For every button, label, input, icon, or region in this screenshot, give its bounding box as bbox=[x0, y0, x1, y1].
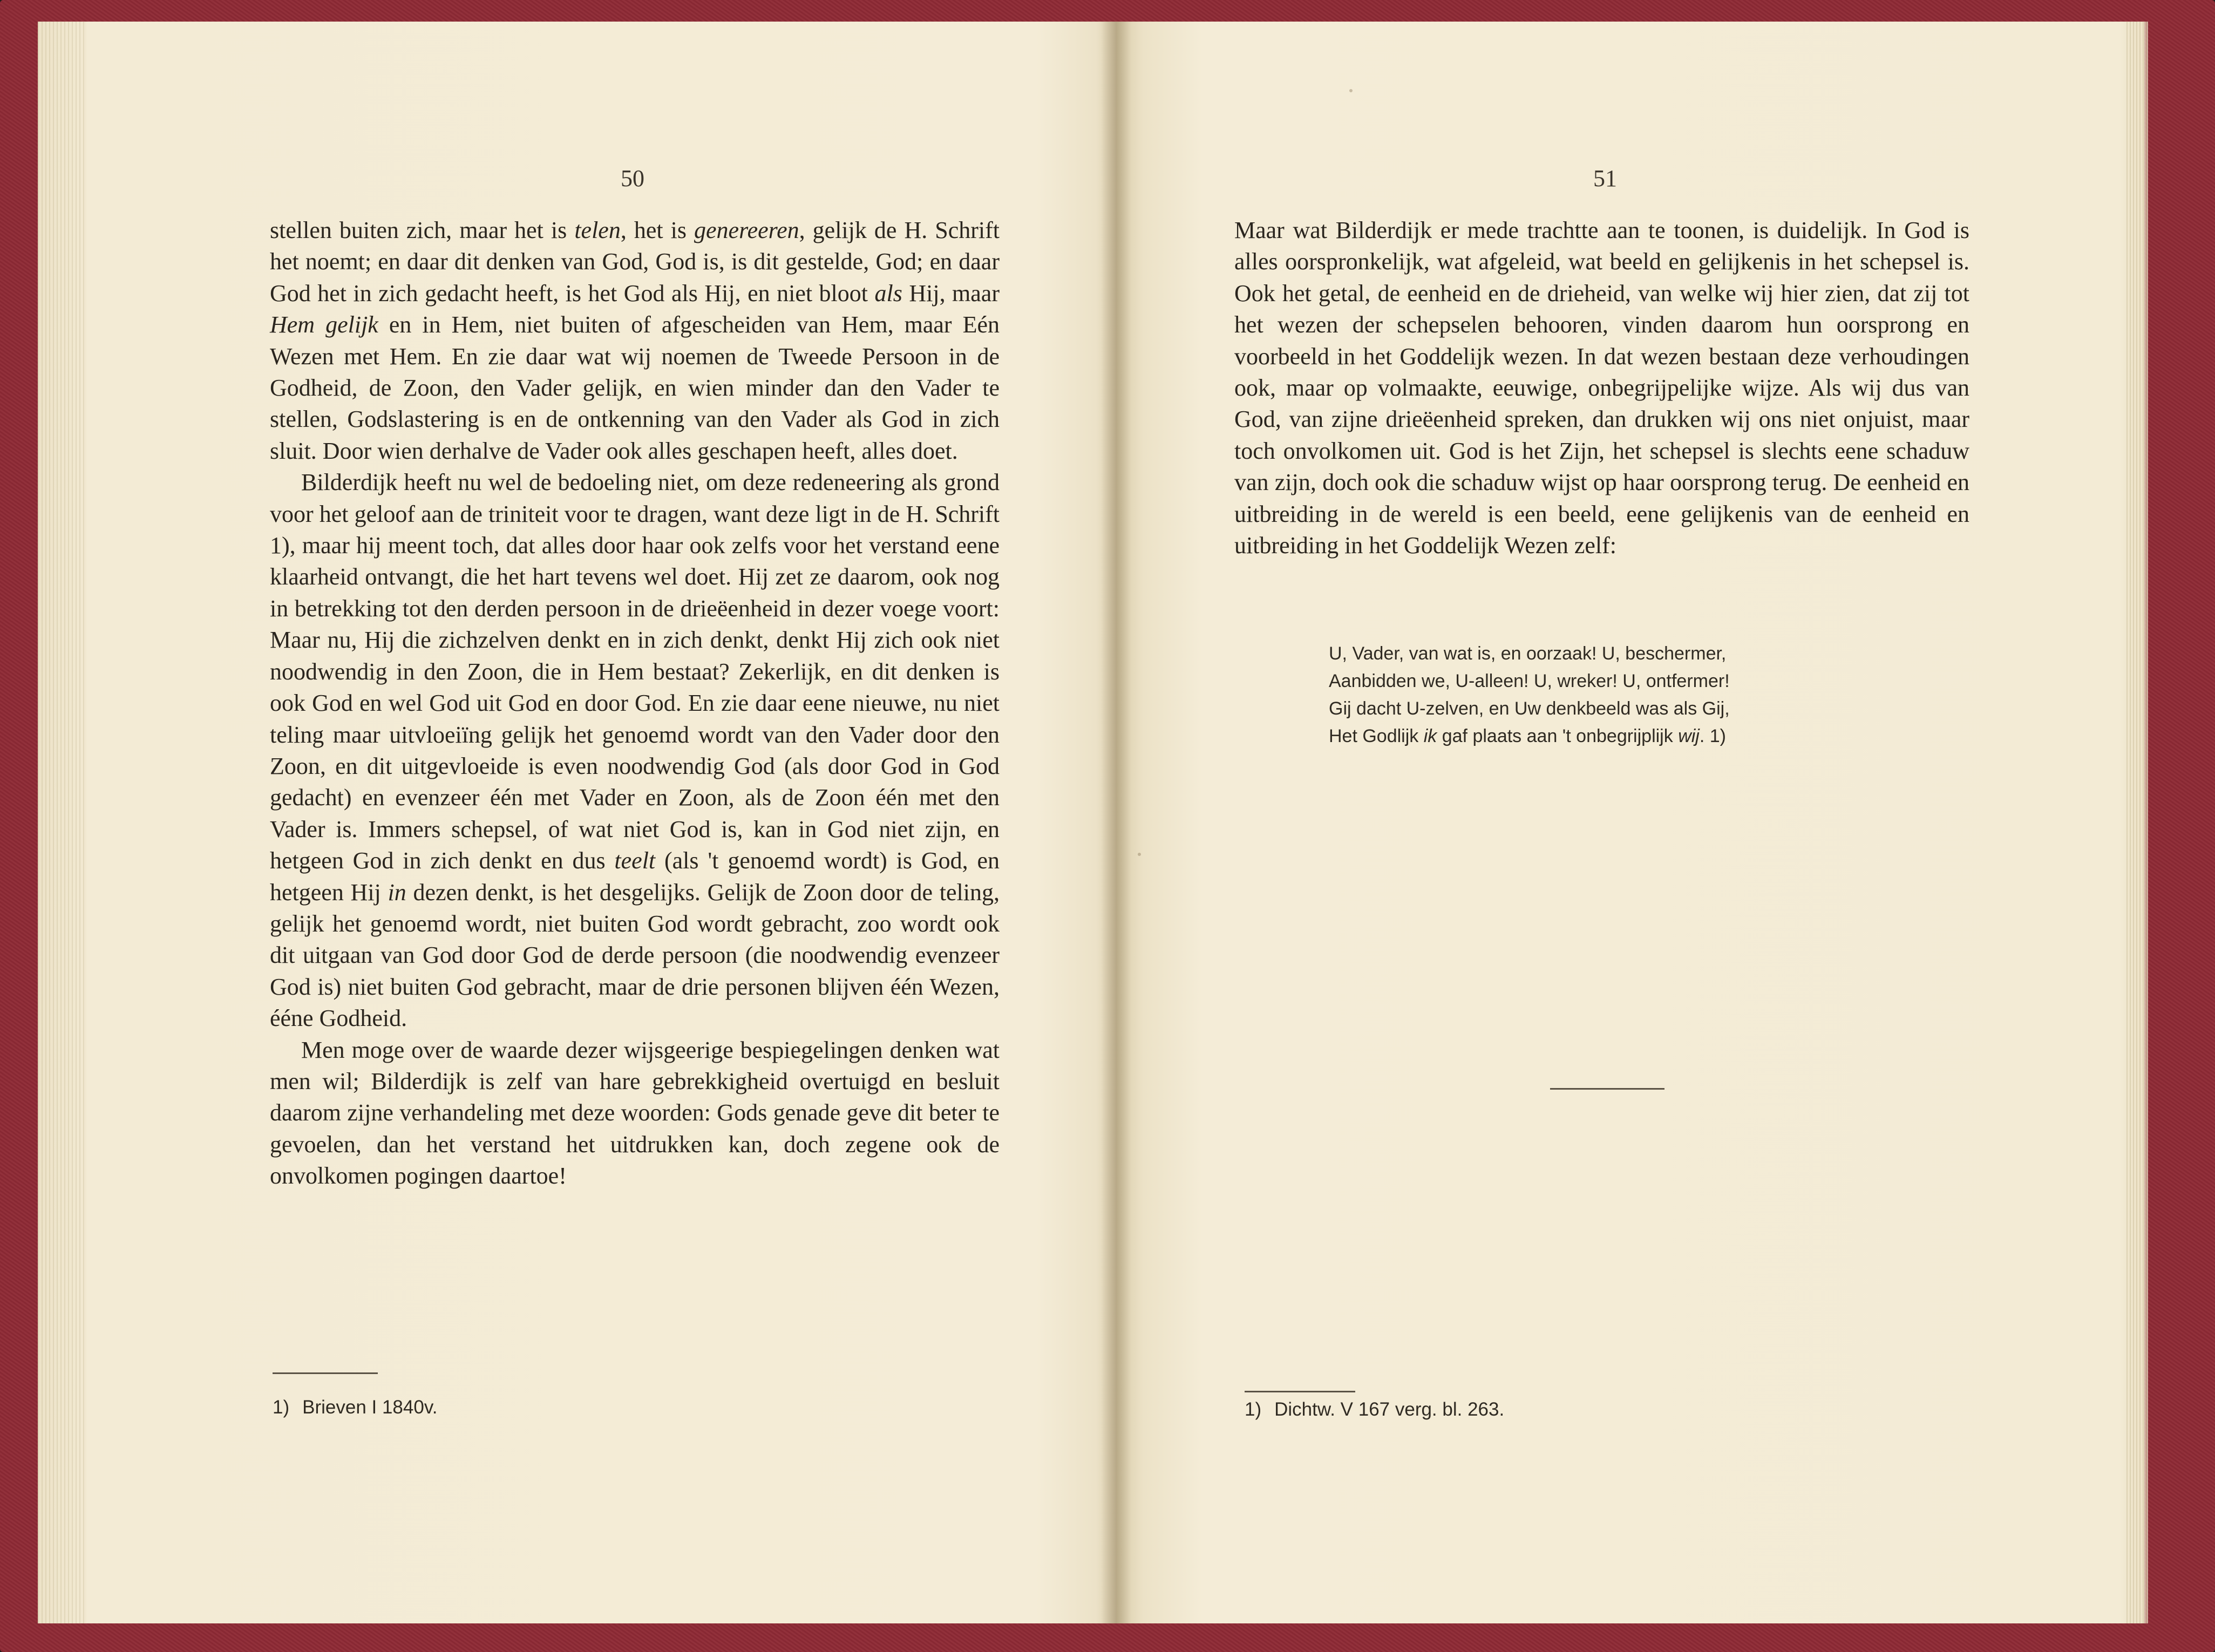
italic-run: ik bbox=[1423, 726, 1437, 746]
italic-run: als bbox=[874, 280, 902, 307]
footnote-rule-left bbox=[273, 1372, 378, 1374]
book-gutter bbox=[1101, 22, 1131, 1623]
text-run: Aanbidden we, U-alleen! U, wreker! U, ontfermer! bbox=[1329, 671, 1730, 691]
italic-run: teelt bbox=[614, 847, 656, 874]
text-run: Het Godlijk bbox=[1329, 726, 1424, 746]
footnote-left bbox=[273, 1397, 437, 1418]
text-run: U, Vader, van wat is, en oorzaak! U, beschermer, bbox=[1329, 643, 1727, 664]
text-run: stellen buiten zich, maar het is bbox=[270, 217, 575, 243]
italic-run: wij bbox=[1678, 726, 1700, 746]
italic-run: in bbox=[388, 879, 406, 906]
text-run: , het is bbox=[620, 217, 695, 243]
text-run: dezen denkt, is het desgelijks. Gelijk de Zoon door de teling, gelijk het genoemd wordt, niet buiten God wordt gebracht, zoo wordt ook dit uitgaan van God door God de derde persoon (die noodwendig evenzeer God is) niet buiten God gebracht, maar de drie personen blijven één Wezen, ééne Godheid. bbox=[270, 879, 1000, 1032]
page-number-right: 51 bbox=[1593, 165, 1617, 192]
footnote-rule-right bbox=[1245, 1391, 1355, 1392]
poem-line bbox=[1329, 668, 1730, 695]
poem-line bbox=[1329, 723, 1730, 750]
poem-line bbox=[1329, 640, 1730, 668]
footnote-text: Brieven I 1840v. bbox=[302, 1397, 438, 1418]
text-run: , gelijk de H. Schrift het noemt; en daar dit denken van God, God is, is dit gestelde, God; en daar God het in zich gedacht heeft, is het God als Hij, en niet bloot bbox=[270, 217, 1000, 307]
text-run: Hij, maar bbox=[902, 280, 1000, 307]
paragraph bbox=[270, 215, 1000, 467]
paragraph bbox=[1234, 215, 1969, 561]
text-run: (als 't genoemd wordt) is God, en hetgeen Hij bbox=[270, 847, 1000, 906]
text-run: gaf plaats aan 't onbegrijplijk bbox=[1437, 726, 1679, 746]
paragraph bbox=[270, 467, 1000, 1034]
text-run: Bilderdijk heeft nu wel de bedoeling niet, om deze redeneering als grond voor het geloof aan de triniteit voor te dragen, want deze ligt in de H. Schrift 1), maar hij meent toch, dat alles door haar ook zelfs voor het verstand eene klaarheid ontvangt, die het hart tevens wel doet. Hij zet ze daarom, ook nog in betrekking tot den derden persoon in de drieëenheid in dezer voege voort: Maar nu, Hij die zichzelven denkt en in zich denkt, denkt Hij zich ook niet noodwendig in den Zoon, die in Hem bestaat? Zekerlijk, en dit denken is ook God en wel God uit God en door God. En zie daar eene nieuwe, nu niet teling maar uitvloeiïng gelijk het genoemd wordt van den Vader door den Zoon, en dit uitgevloeide is even noodwendig God (als door God in God gedacht) en evenzeer één met Vader en Zoon, als de Zoon één met den Vader is. Immers schepsel, of wat niet God is, kan in God niet zijn, en hetgeen God in zich denkt en dus bbox=[270, 469, 1000, 874]
italic-run: Hem gelijk bbox=[270, 311, 378, 338]
left-page-edges bbox=[38, 22, 86, 1623]
right-page-body bbox=[1234, 215, 1969, 561]
text-run: en in Hem, niet buiten of afgescheiden van Hem, maar Eén Wezen met Hem. En zie daar wat wij noemen de Tweede Persoon in de Godheid, de Zoon, den Vader gelijk, en wien minder dan den Vader te stellen, Godslastering is en de ontkenning van den Vader als God in zich sluit. Door wien derhalve de Vader ook alles geschapen heeft, alles doet. bbox=[270, 311, 1000, 464]
footnote-marker: 1) bbox=[1245, 1399, 1262, 1420]
right-page-edges bbox=[2126, 22, 2148, 1623]
paper-spot bbox=[1138, 853, 1141, 856]
left-page-body bbox=[270, 215, 1000, 1192]
paragraph bbox=[270, 1035, 1000, 1192]
poem-line bbox=[1329, 695, 1730, 723]
text-run: Men moge over de waarde dezer wijsgeerige bespiegelingen denken wat men wil; Bilderdijk is zelf van hare gebrekkigheid overtuigd en besluit daarom zijne verhandeling met deze woorden: Gods genade geve dit beter te gevoelen, dan het verstand het uitdrukken kan, doch zegene ook de onvolkomen pogingen daartoe! bbox=[270, 1036, 1000, 1189]
italic-run: telen bbox=[574, 217, 621, 243]
poem-quote bbox=[1329, 640, 1730, 750]
italic-run: genereeren bbox=[694, 217, 799, 243]
text-run: Maar wat Bilderdijk er mede trachtte aan te toonen, is duidelijk. In God is alles oorspronkelijk, wat afgeleid, wat beeld en gelijkenis in het schepsel is. Ook het getal, de eenheid en de drieheid, van welke wij hier zien, dat zij tot het wezen der schepselen behooren, vinden daarom hun oorsprong en voorbeeld in het Goddelijk wezen. In dat wezen bestaan deze verhoudingen ook, maar op volmaakte, eeuwige, onbegrijpelijke wijze. Als wij dus van God, van zijne drieëenheid spreken, dan drukken wij ons niet onjuist, maar toch onvolkomen uit. God is het Zijn, het schepsel is slechts eene schaduw van zijn, doch ook die schaduw wijst op haar oorsprong terug. De eenheid en uitbreiding in de wereld is een beeld, eene gelijkenis van de eenheid en uitbreiding in het Goddelijk Wezen zelf: bbox=[1234, 217, 1969, 559]
section-rule-right bbox=[1550, 1088, 1664, 1090]
text-run: . 1) bbox=[1699, 726, 1726, 746]
footnote-text: Dichtw. V 167 verg. bl. 263. bbox=[1274, 1399, 1505, 1420]
footnote-right bbox=[1245, 1399, 1504, 1420]
paper-spot bbox=[1349, 89, 1353, 92]
footnote-marker: 1) bbox=[273, 1397, 290, 1418]
page-number-left: 50 bbox=[621, 165, 644, 192]
text-run: Gij dacht U-zelven, en Uw denkbeeld was als Gij, bbox=[1329, 698, 1730, 719]
